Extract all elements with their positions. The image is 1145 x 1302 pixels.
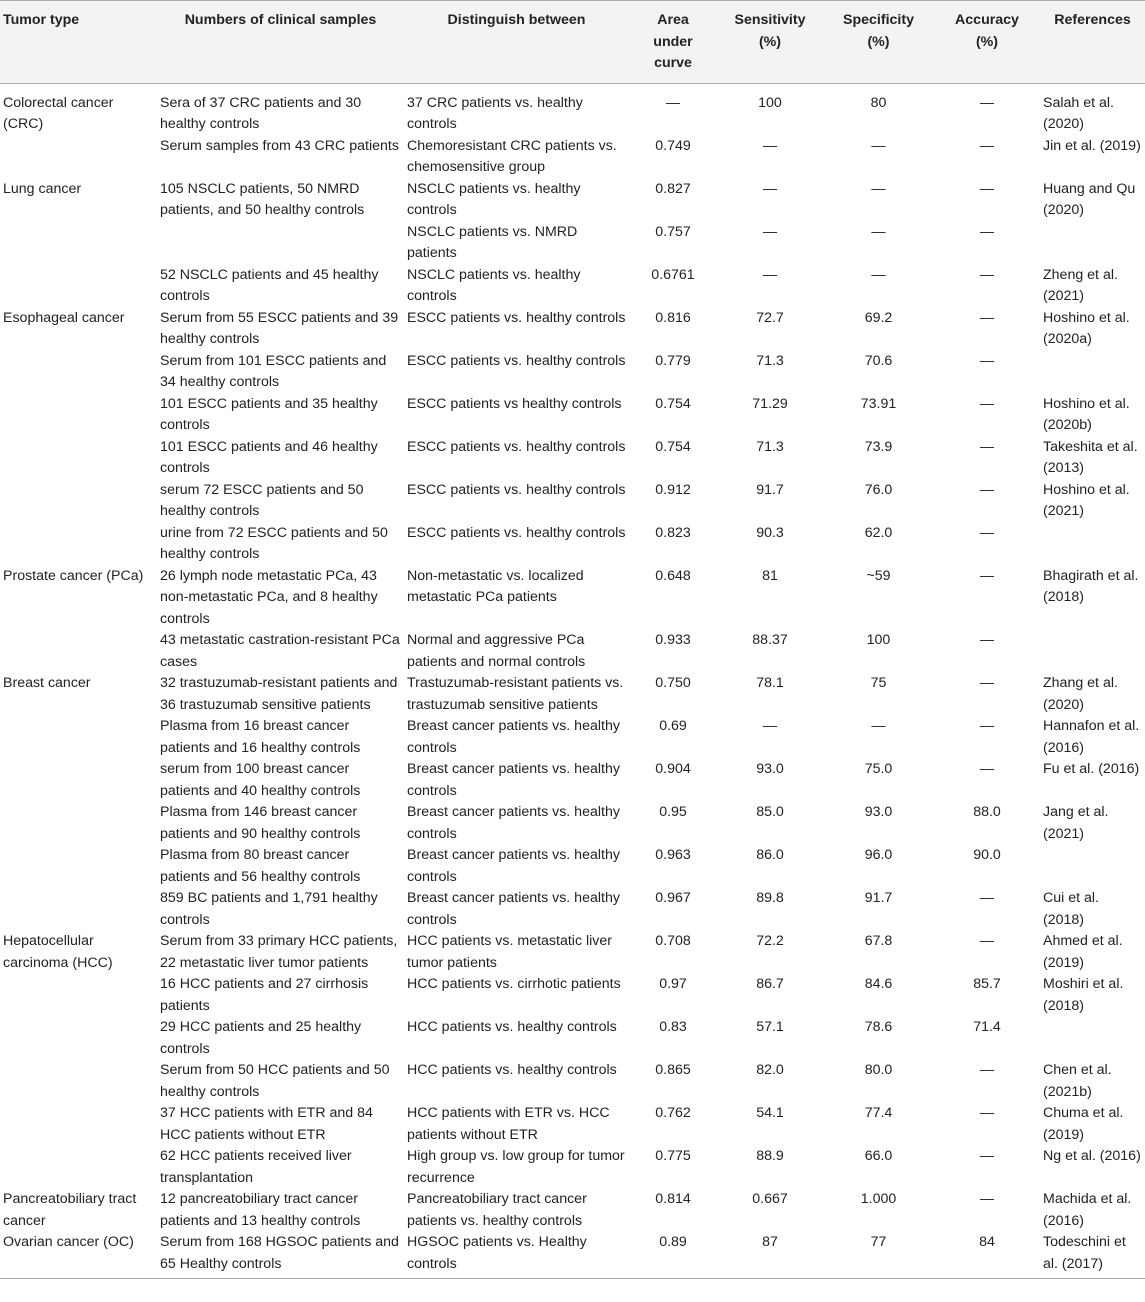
- cell-distinguish: HCC patients vs. healthy controls: [407, 1062, 617, 1078]
- cell-distinguish: ESCC patients vs. healthy controls: [407, 309, 626, 326]
- cell-sensitivity: 78.1: [756, 675, 784, 691]
- cell-reference: [1040, 630, 1145, 673]
- cell-reference: Bhagirath et al. (2018): [1043, 567, 1139, 605]
- cell-auc: 0.750: [655, 675, 691, 691]
- cell-tumor-type: [0, 437, 157, 480]
- cell-specificity: 84.6: [864, 976, 893, 992]
- cell-samples: [157, 222, 404, 265]
- table-row: [0, 974, 1145, 1017]
- table-row: [0, 1060, 1145, 1103]
- cell-accuracy: —: [979, 395, 995, 412]
- cell-reference: Chuma et al. (2019): [1043, 1105, 1124, 1143]
- cell-accuracy: —: [979, 1062, 995, 1078]
- cell-sensitivity: 81: [762, 567, 778, 584]
- cell-samples: 101 ESCC patients and 35 healthy controls: [160, 395, 378, 433]
- cell-samples: Serum from 55 ESCC patients and 39 healthy controls: [160, 309, 399, 347]
- cell-samples: 43 metastatic castration-resistant PCa cases: [160, 632, 400, 670]
- cell-accuracy: —: [979, 632, 995, 648]
- cell-reference: [1040, 523, 1145, 566]
- cell-auc: 0.814: [655, 1191, 691, 1207]
- cell-accuracy: —: [979, 890, 995, 906]
- cell-distinguish: NSCLC patients vs. healthy controls: [407, 180, 581, 218]
- cell-reference: Ng et al. (2016): [1043, 1148, 1141, 1164]
- table-row: [0, 222, 1145, 265]
- cell-sensitivity: 87: [717, 1232, 823, 1279]
- cell-samples: serum from 100 breast cancer patients and 40 healthy controls: [160, 761, 361, 799]
- cell-auc: 0.963: [655, 847, 691, 863]
- cell-accuracy: —: [979, 1105, 995, 1121]
- table-row: [0, 802, 1145, 845]
- cell-reference: Hoshino et al. (2020b): [1043, 395, 1130, 433]
- cell-sensitivity: 72.2: [756, 933, 784, 949]
- cell-auc: 0.816: [655, 309, 691, 326]
- header-specificity: Specificity (%): [823, 1, 934, 84]
- cell-distinguish: Normal and aggressive PCa patients and normal controls: [407, 632, 586, 670]
- cell-accuracy: —: [979, 718, 995, 734]
- cell-tumor-type: [0, 1060, 157, 1103]
- cell-samples: 37 HCC patients with ETR and 84 HCC patients without ETR: [160, 1105, 373, 1143]
- cell-sensitivity: 86.0: [756, 847, 784, 863]
- cell-specificity: 62.0: [864, 524, 893, 541]
- cell-specificity: —: [871, 223, 886, 240]
- table-row: [0, 179, 1145, 222]
- cell-specificity: 78.6: [864, 1019, 893, 1035]
- cell-sensitivity: 100: [758, 94, 782, 111]
- cell-auc: 0.749: [655, 137, 691, 154]
- cell-tumor-type: [0, 845, 157, 888]
- cell-accuracy: —: [979, 137, 995, 154]
- cell-reference: Fu et al. (2016): [1043, 761, 1140, 777]
- cell-auc: 0.757: [655, 223, 691, 240]
- cell-accuracy: —: [979, 352, 995, 369]
- cell-sensitivity: 71.3: [756, 352, 784, 369]
- cell-auc: 0.967: [655, 890, 691, 906]
- cell-distinguish: HCC patients vs. healthy controls: [407, 1019, 617, 1035]
- cell-accuracy: —: [979, 1148, 995, 1164]
- cell-specificity: 76.0: [864, 481, 893, 498]
- cell-auc: 0.827: [655, 180, 691, 197]
- cell-distinguish: Breast cancer patients vs. healthy controls: [407, 761, 620, 799]
- table-body: [0, 83, 1145, 1279]
- table-row: [0, 1103, 1145, 1146]
- cell-auc: 0.933: [655, 632, 691, 648]
- table-row: [0, 673, 1145, 716]
- cell-tumor-type: [0, 1017, 157, 1060]
- cell-sensitivity: 88.37: [752, 632, 788, 648]
- cell-reference: Zheng et al. (2021): [1043, 266, 1118, 304]
- cell-accuracy: —: [979, 567, 995, 584]
- cell-samples: 101 ESCC patients and 46 healthy controls: [160, 438, 378, 476]
- header-references: References: [1040, 1, 1145, 84]
- cell-tumor-type: [0, 265, 157, 308]
- table-row: [0, 351, 1145, 394]
- cell-tumor-type: [0, 716, 157, 759]
- header-auc: Area under curve: [629, 1, 717, 84]
- cell-sensitivity: 85.0: [756, 804, 784, 820]
- cell-samples: urine from 72 ESCC patients and 50 healthy controls: [160, 524, 388, 562]
- cell-specificity: 75: [870, 675, 887, 691]
- cell-auc: 0.95: [659, 804, 687, 820]
- cell-accuracy: 85.7: [973, 976, 1001, 992]
- cell-samples: 62 HCC patients received liver transplantation: [160, 1148, 352, 1186]
- cell-sensitivity: —: [762, 223, 778, 240]
- cell-sensitivity: 57.1: [756, 1019, 784, 1035]
- cell-distinguish: HGSOC patients vs. Healthy controls: [404, 1232, 629, 1279]
- cell-distinguish: Pancreatobiliary tract cancer patients vs. healthy controls: [407, 1191, 587, 1229]
- cell-accuracy: —: [979, 94, 995, 111]
- cell-sensitivity: 72.7: [756, 309, 784, 326]
- cell-tumor-type: [0, 1103, 157, 1146]
- cell-accuracy: —: [979, 524, 995, 541]
- cell-samples: 26 lymph node metastatic PCa, 43 non-metastatic PCa, and 8 healthy controls: [160, 567, 378, 627]
- table-row: [0, 566, 1145, 631]
- cell-samples: Serum from 101 ESCC patients and 34 healthy controls: [160, 352, 387, 390]
- cell-samples: 52 NSCLC patients and 45 healthy controls: [160, 266, 379, 304]
- cell-samples: Serum from 33 primary HCC patients, 22 metastatic liver tumor patients: [160, 933, 398, 971]
- cell-distinguish: 37 CRC patients vs. healthy controls: [407, 94, 583, 132]
- cell-sensitivity: —: [762, 180, 778, 197]
- cell-distinguish: ESCC patients vs. healthy controls: [407, 438, 626, 455]
- cell-tumor-type: Colorectal cancer (CRC): [3, 94, 114, 132]
- cell-tumor-type: Ovarian cancer (OC): [0, 1232, 157, 1279]
- cell-auc: 0.775: [655, 1148, 691, 1164]
- cell-auc: 0.904: [655, 761, 691, 777]
- cell-accuracy: —: [979, 481, 995, 498]
- table-row: [0, 845, 1145, 888]
- cell-auc: 0.6761: [651, 266, 695, 283]
- cell-samples: 105 NSCLC patients, 50 NMRD patients, and 50 healthy controls: [160, 180, 365, 218]
- cell-sensitivity: —: [762, 718, 778, 734]
- cell-samples: Plasma from 80 breast cancer patients and 56 healthy controls: [160, 847, 361, 885]
- cell-samples: Serum from 50 HCC patients and 50 healthy controls: [160, 1062, 390, 1100]
- cell-tumor-type: [0, 974, 157, 1017]
- cell-sensitivity: 71.3: [756, 438, 784, 455]
- cell-samples: Plasma from 16 breast cancer patients and 16 healthy controls: [160, 718, 361, 756]
- cell-auc: 0.912: [655, 481, 691, 498]
- cell-tumor-type: Esophageal cancer: [3, 309, 125, 326]
- cell-tumor-type: [0, 136, 157, 179]
- cell-accuracy: 90.0: [973, 847, 1001, 863]
- cell-samples: 859 BC patients and 1,791 healthy controls: [160, 890, 378, 928]
- header-distinguish: Distinguish between: [404, 1, 629, 84]
- cell-reference: Zhang et al. (2020): [1043, 675, 1118, 713]
- cell-reference: Jin et al. (2019): [1043, 137, 1141, 154]
- cell-accuracy: —: [979, 438, 995, 455]
- cell-samples: 12 pancreatobiliary tract cancer patients and 13 healthy controls: [160, 1191, 361, 1229]
- cell-samples: Sera of 37 CRC patients and 30 healthy controls: [160, 94, 362, 132]
- cell-auc: 0.83: [659, 1019, 687, 1035]
- cell-reference: Hoshino et al. (2021): [1043, 481, 1130, 519]
- cell-tumor-type: [0, 222, 157, 265]
- cell-sensitivity: 0.667: [752, 1191, 788, 1207]
- cell-specificity: —: [871, 137, 886, 154]
- cell-specificity: 70.6: [864, 352, 893, 369]
- cell-accuracy: —: [979, 933, 995, 949]
- cell-specificity: 96.0: [864, 847, 893, 863]
- cell-auc: 0.69: [659, 718, 687, 734]
- cell-specificity: 66.0: [864, 1148, 893, 1164]
- cell-sensitivity: 86.7: [756, 976, 784, 992]
- cell-reference: Jang et al. (2021): [1043, 804, 1109, 842]
- cell-tumor-type: Lung cancer: [3, 180, 82, 197]
- cell-specificity: 91.7: [864, 890, 893, 906]
- cell-distinguish: HCC patients vs. cirrhotic patients: [407, 976, 621, 992]
- table-row: [0, 480, 1145, 523]
- cell-accuracy: 84: [934, 1232, 1040, 1279]
- table-row: [0, 716, 1145, 759]
- cell-sensitivity: 88.9: [756, 1148, 784, 1164]
- cell-accuracy: —: [979, 761, 995, 777]
- header-row: [0, 1, 1145, 84]
- cell-distinguish: ESCC patients vs. healthy controls: [407, 352, 626, 369]
- cell-accuracy: —: [979, 1191, 995, 1207]
- cell-distinguish: ESCC patients vs healthy controls: [407, 395, 622, 412]
- cell-specificity: —: [871, 718, 886, 734]
- cell-accuracy: —: [979, 309, 995, 326]
- cell-tumor-type: [0, 630, 157, 673]
- cell-reference: Moshiri et al. (2018): [1043, 976, 1124, 1014]
- cell-auc: 0.89: [629, 1232, 717, 1279]
- cell-specificity: 69.2: [864, 309, 893, 326]
- cell-specificity: 93.0: [864, 804, 893, 820]
- cell-auc: 0.823: [655, 524, 691, 541]
- table-row: [0, 308, 1145, 351]
- cell-reference: [1040, 351, 1145, 394]
- cell-tumor-type: Breast cancer: [3, 675, 91, 691]
- header-sensitivity: Sensitivity (%): [717, 1, 823, 84]
- cell-auc: 0.762: [655, 1105, 691, 1121]
- cell-specificity: 100: [866, 632, 891, 648]
- cell-reference: Cui et al. (2018): [1043, 890, 1099, 928]
- cell-specificity: 77: [823, 1232, 934, 1279]
- cell-reference: Ahmed et al. (2019): [1043, 933, 1123, 971]
- cell-specificity: 1.000: [860, 1191, 897, 1207]
- table-row: [0, 1146, 1145, 1189]
- cell-auc: 0.865: [655, 1062, 691, 1078]
- cell-samples: 29 HCC patients and 25 healthy controls: [160, 1019, 362, 1057]
- cell-specificity: 77.4: [864, 1105, 893, 1121]
- header-accuracy: Accuracy (%): [934, 1, 1040, 84]
- cell-distinguish: NSCLC patients vs. healthy controls: [407, 266, 581, 304]
- cell-distinguish: HCC patients vs. metastatic liver tumor patients: [407, 933, 612, 971]
- table-row: [0, 1017, 1145, 1060]
- cell-samples: Serum from 168 HGSOC patients and 65 Healthy controls: [157, 1232, 404, 1279]
- cell-reference: Salah et al. (2020): [1043, 94, 1114, 132]
- cell-samples: Serum samples from 43 CRC patients: [160, 137, 399, 154]
- cell-auc: 0.97: [659, 976, 687, 992]
- cell-reference: Hannafon et al. (2016): [1043, 718, 1140, 756]
- cell-tumor-type: [0, 888, 157, 931]
- cell-distinguish: HCC patients with ETR vs. HCC patients without ETR: [407, 1105, 610, 1143]
- cell-auc: 0.648: [655, 567, 691, 584]
- cell-reference: Hoshino et al. (2020a): [1043, 309, 1130, 347]
- cell-tumor-type: [0, 523, 157, 566]
- cell-specificity: ~59: [866, 567, 891, 584]
- table-row: [0, 759, 1145, 802]
- cell-sensitivity: 89.8: [756, 890, 784, 906]
- cell-specificity: 73.9: [864, 438, 893, 455]
- cell-reference: Chen et al. (2021b): [1043, 1062, 1112, 1100]
- cell-tumor-type: Prostate cancer (PCa): [3, 567, 144, 584]
- cell-distinguish: ESCC patients vs. healthy controls: [407, 481, 626, 498]
- cell-distinguish: Breast cancer patients vs. healthy controls: [407, 890, 620, 928]
- cell-distinguish: Chemoresistant CRC patients vs. chemosensitive group: [407, 137, 617, 175]
- cell-sensitivity: 82.0: [756, 1062, 784, 1078]
- cell-specificity: —: [871, 266, 886, 283]
- cell-auc: 0.708: [655, 933, 691, 949]
- cell-auc: 0.754: [655, 438, 691, 455]
- cell-sensitivity: 90.3: [756, 524, 784, 541]
- cell-reference: Huang and Qu (2020): [1043, 180, 1136, 218]
- cell-samples: 16 HCC patients and 27 cirrhosis patients: [160, 976, 369, 1014]
- cell-distinguish: Non-metastatic vs. localized metastatic PCa patients: [407, 567, 584, 605]
- cell-reference: Todeschini et al. (2017): [1040, 1232, 1145, 1279]
- table-row: [0, 630, 1145, 673]
- cell-accuracy: —: [979, 223, 995, 240]
- cell-sensitivity: 71.29: [752, 395, 788, 412]
- cell-samples: serum 72 ESCC patients and 50 healthy controls: [160, 481, 364, 519]
- cell-samples: 32 trastuzumab-resistant patients and 36 trastuzumab sensitive patients: [160, 675, 398, 713]
- table-row: [0, 888, 1145, 931]
- cell-tumor-type: [0, 1146, 157, 1189]
- cell-tumor-type: [0, 759, 157, 802]
- cell-reference: Machida et al. (2016): [1043, 1191, 1132, 1229]
- cell-auc: 0.779: [655, 352, 691, 369]
- cell-distinguish: ESCC patients vs. healthy controls: [407, 524, 626, 541]
- table-row: [0, 931, 1145, 974]
- cell-accuracy: 88.0: [973, 804, 1001, 820]
- cell-tumor-type: [0, 351, 157, 394]
- cell-sensitivity: —: [762, 137, 778, 154]
- table-row: [0, 83, 1145, 136]
- cell-specificity: —: [871, 180, 886, 197]
- cell-tumor-type: [0, 394, 157, 437]
- cell-accuracy: —: [979, 266, 995, 283]
- cell-reference: [1040, 222, 1145, 265]
- table-row: [0, 394, 1145, 437]
- cell-specificity: 67.8: [864, 933, 893, 949]
- cell-distinguish: NSCLC patients vs. NMRD patients: [407, 223, 578, 261]
- cell-auc: 0.754: [655, 395, 691, 412]
- table-row: [0, 1232, 1145, 1279]
- table-row: [0, 136, 1145, 179]
- cell-tumor-type: Hepatocellular carcinoma (HCC): [3, 933, 113, 971]
- cell-specificity: 75.0: [864, 761, 893, 777]
- cell-specificity: 80.0: [864, 1062, 893, 1078]
- header-tumor-type: Tumor type: [0, 1, 157, 84]
- cell-accuracy: —: [979, 180, 995, 197]
- cell-reference: [1040, 1017, 1145, 1060]
- table-row: [0, 265, 1145, 308]
- table-row: [0, 523, 1145, 566]
- cell-sensitivity: —: [762, 266, 778, 283]
- cell-sensitivity: 93.0: [756, 761, 784, 777]
- cell-tumor-type: Pancreatobiliary tract cancer: [3, 1191, 137, 1229]
- header-samples: Numbers of clinical samples: [157, 1, 404, 84]
- cell-sensitivity: 91.7: [756, 481, 784, 498]
- cell-distinguish: Breast cancer patients vs. healthy controls: [407, 804, 620, 842]
- cell-distinguish: Breast cancer patients vs. healthy controls: [407, 718, 620, 756]
- table-row: [0, 1189, 1145, 1232]
- cell-samples: Plasma from 146 breast cancer patients and 90 healthy controls: [160, 804, 361, 842]
- cell-reference: Takeshita et al. (2013): [1043, 438, 1138, 476]
- cell-specificity: 80: [870, 94, 887, 111]
- cell-accuracy: 71.4: [973, 1019, 1001, 1035]
- table-row: [0, 437, 1145, 480]
- cell-reference: [1040, 845, 1145, 888]
- cell-tumor-type: [0, 480, 157, 523]
- cell-auc: —: [665, 94, 681, 111]
- cell-accuracy: —: [979, 675, 995, 691]
- cell-specificity: 73.91: [860, 395, 897, 412]
- cell-sensitivity: 54.1: [756, 1105, 784, 1121]
- cell-distinguish: Trastuzumab-resistant patients vs. trastuzumab sensitive patients: [407, 675, 624, 713]
- cell-tumor-type: [0, 802, 157, 845]
- cell-distinguish: Breast cancer patients vs. healthy controls: [407, 847, 620, 885]
- cell-distinguish: High group vs. low group for tumor recurrence: [407, 1148, 625, 1186]
